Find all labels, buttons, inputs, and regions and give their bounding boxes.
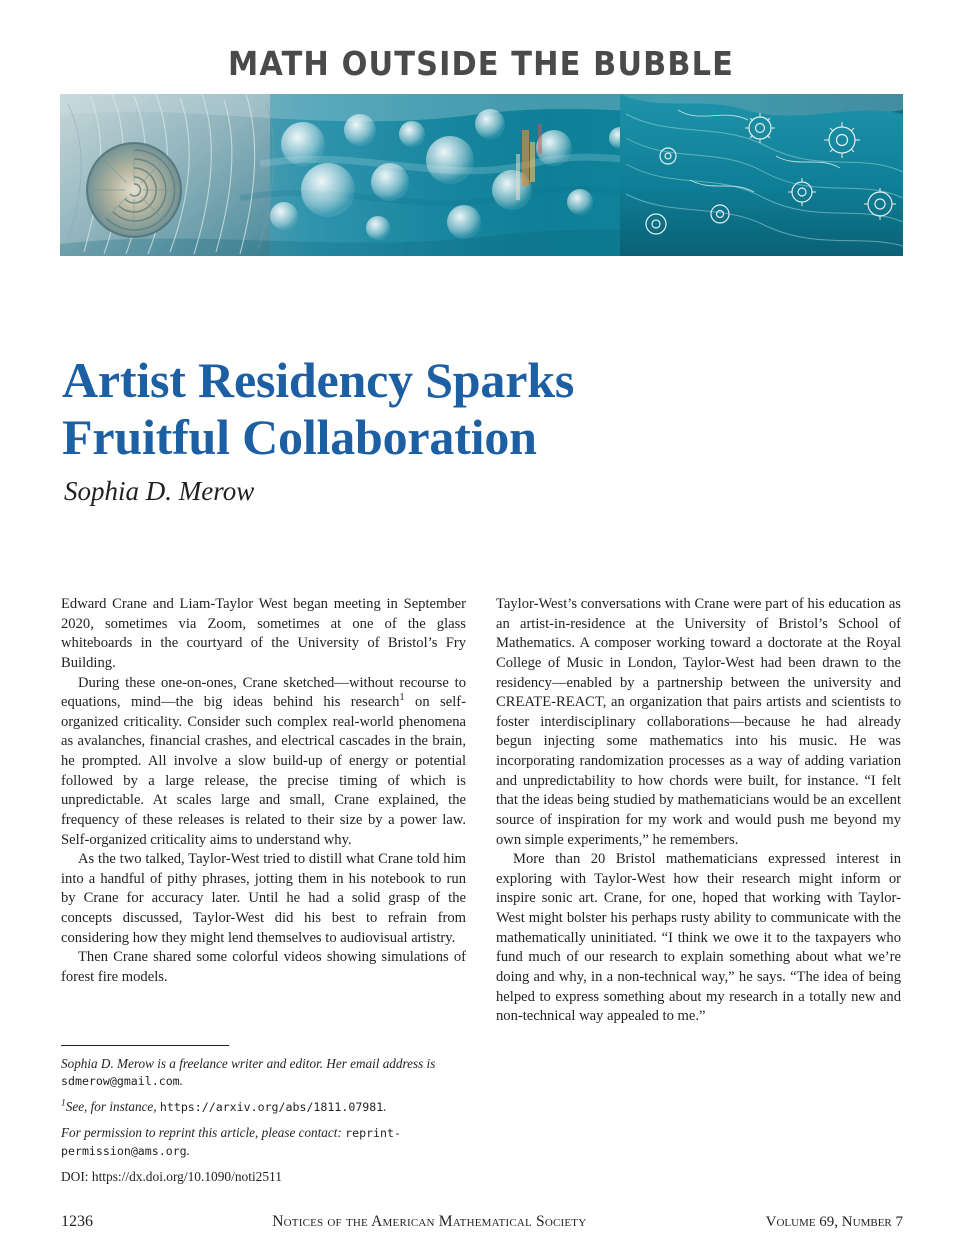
author-bio-period: . <box>179 1073 183 1089</box>
title-line-1: Artist Residency Sparks <box>62 351 575 408</box>
banner-image <box>60 94 903 256</box>
paragraph: As the two talked, Taylor-West tried to distill what Crane told him into a handful of pithy phrases, jotting them in his notebook to run by Crane for accuracy later. Until he had a solid grasp of the concepts discussed, Taylor-West did his best to refrain from considering how they might lend themselves to audiovisual artistry. <box>61 851 466 946</box>
volume-issue: Volume 69, Number 7 <box>765 1214 903 1230</box>
reprint-period: . <box>186 1142 190 1158</box>
author-bio-note <box>61 1055 466 1089</box>
running-head: MATH OUTSIDE THE BUBBLE <box>228 44 734 83</box>
title-line-2: Fruitful Collaboration <box>62 408 537 465</box>
journal-name: Notices of the American Mathematical Society <box>272 1213 587 1230</box>
footnote-text: See, for instance, <box>65 1099 160 1115</box>
page-number: 1236 <box>61 1213 93 1230</box>
banner-artwork-svg <box>60 94 903 256</box>
footnote-number: 1 <box>61 1098 66 1109</box>
reprint-permission-note <box>61 1124 466 1158</box>
doi-line[interactable]: DOI: https://dx.doi.org/10.1090/noti2511 <box>61 1168 282 1184</box>
paragraph-text-b: on self-organized criticality. Consider such complex real-world phenomena as avalanches, financial crashes, and electrical cascades in the brain, he prompted. All involve a slow build-up of energy or potential followed by a large release, the precise timing of which is unpredictable. At scales large and small, Crane explained, the frequency of these releases is related to their size by a power law. Self-organized criticality aims to understand why. <box>61 694 466 848</box>
footnote-period: . <box>383 1099 387 1115</box>
paragraph-text-a: During these one-on-ones, Crane sketched—without recourse to equations, mind—the big ideas behind his research <box>61 674 466 711</box>
paragraph: Taylor-West’s conversations with Crane were part of his education as an artist-in-residence at the University of Bristol’s School of Mathematics. A composer working toward a doctorate at the Royal College of Music in London, Taylor-West had been drawn to the residency—enabled by a partnership between the university and CREATE-REACT, an organization that pairs artists and scientists to foster interdisciplinary collaborations—because he had already begun injecting some mathematics into his music. He was incorporating randomization processes as a way of adding variation and unpredictability to how chords were built, for instance. “I felt that the ideas being studied by mathematicians would be an excellent source of inspiration for my work and would push me beyond my own simple experiments,” he remembers. <box>496 596 901 848</box>
paragraph: More than 20 Bristol mathematicians expressed interest in exploring with Taylor-West how their research might inform or inspire sonic art. Crane, for one, hoped that working with Taylor-West might bolster his perhaps rusty ability to communicate with the mathematically uninitiated. “I think we owe it to the taxpayers who fund much of our research to explain something about what we’re doing and why, in a non-technical way,” he says. “The idea of being helped to express something about my research in a totally new and non-technical way appealed to me.” <box>496 851 901 1025</box>
footnote-block <box>61 1045 466 1194</box>
body-column-right <box>496 595 901 1027</box>
paragraph: Edward Crane and Liam-Taylor West began meeting in September 2020, sometimes via Zoom, sometimes at one of the glass whiteboards in the courtyard of the University of Bristol’s Fry Building. <box>61 596 466 671</box>
body-column-left <box>61 595 466 988</box>
paragraph <box>61 674 466 851</box>
page-footer <box>61 1213 903 1231</box>
page-title <box>62 352 782 466</box>
author-email[interactable]: sdmerow@gmail.com <box>61 1074 180 1089</box>
reprint-email-domain[interactable]: @ams.org <box>130 1143 187 1158</box>
paragraph: Then Crane shared some colorful videos showing simulations of forest fire models. <box>61 949 466 985</box>
reprint-text: For permission to reprint this article, please contact: <box>61 1125 346 1141</box>
author-bio-text: Sophia D. Merow is a freelance writer and editor. Her email address is <box>61 1056 436 1071</box>
byline-author: Sophia D. Merow <box>64 476 255 506</box>
reprint-email-user[interactable]: reprint-permission <box>61 1126 401 1158</box>
numbered-footnote <box>61 1098 466 1115</box>
footnote-divider <box>61 1045 229 1046</box>
footnote-link[interactable]: https://arxiv.org/abs/1811.07981 <box>159 1100 384 1115</box>
footnote-reference: 1 <box>399 692 405 704</box>
